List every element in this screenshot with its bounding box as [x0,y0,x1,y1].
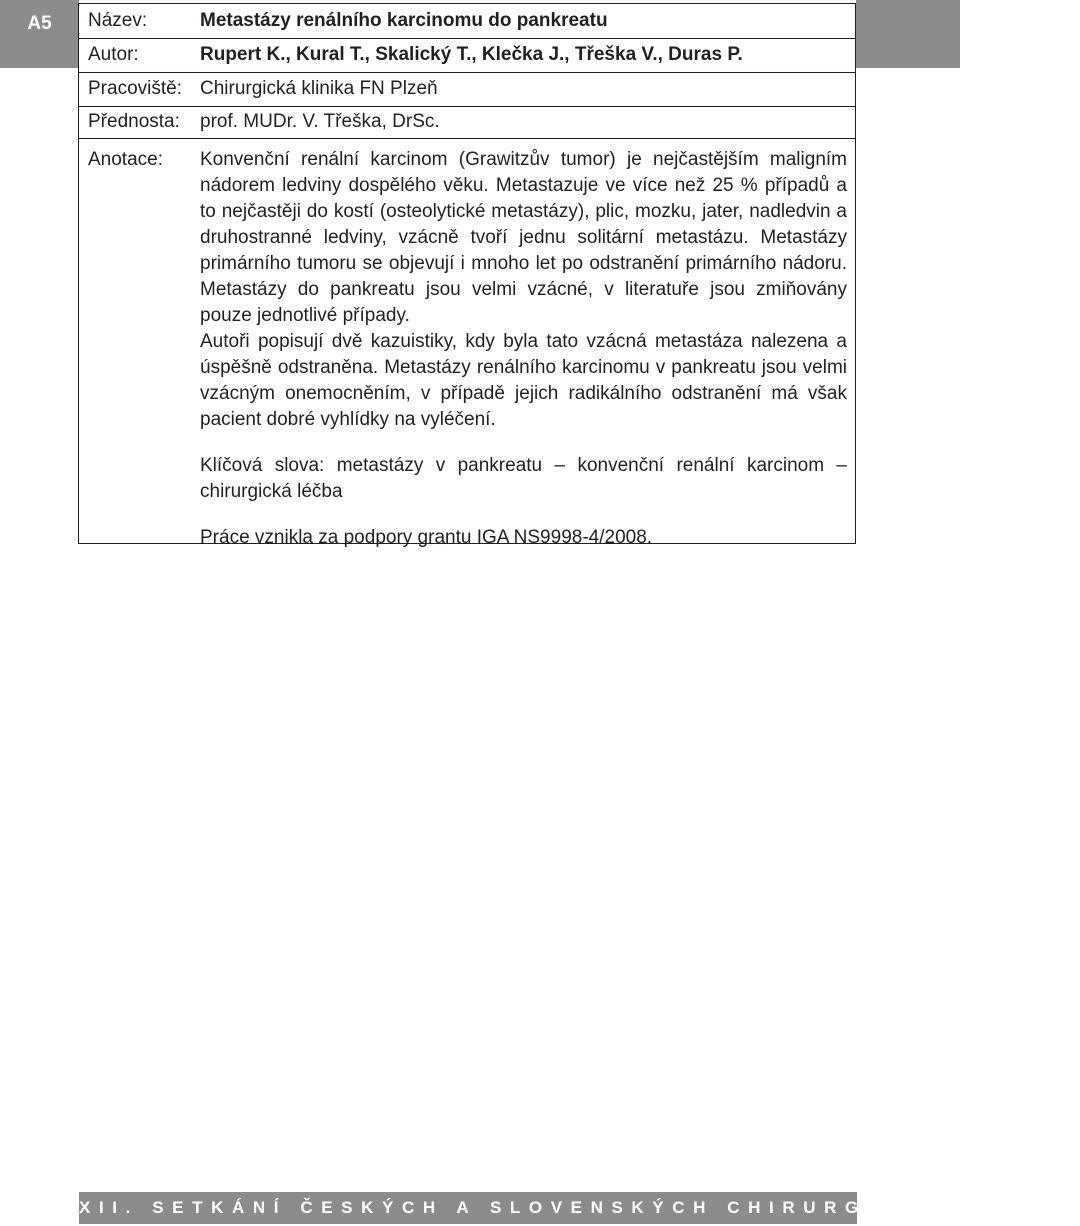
conference-title: XII. SETKÁNÍ ČESKÝCH A SLOVENSKÝCH CHIRURGŮ NA MORAVĚ [79,1198,1080,1217]
title-label: Název: [88,10,148,31]
spacer [200,505,847,525]
authors-row [79,39,855,73]
abstract-paragraph-2: Autoři popisují dvě kazuistiky, kdy byla tato vzácná metastáza nalezena a úspěšně odstraněna. Metastázy renálního karcinomu v pankreatu jsou velmi vzácným onemocněním, v případě jejich radikálního odstranění má však pacient dobré vyhlídky na vyléčení. [200,331,847,430]
head-row [79,107,855,139]
head-label: Přednosta: [88,111,180,132]
title-value: Metastázy renálního karcinomu do pankreatu [200,10,608,31]
workplace-label: Pracoviště: [88,78,182,99]
workplace-row [79,73,855,107]
abstract-label: Anotace: [88,149,163,170]
abstract-paragraph-1: Konvenční renální karcinom (Grawitzův tumor) je nejčastějším maligním nádorem ledviny dospělého věku. Metastazuje ve více než 25 % případů a to nejčastěji do kostí (osteolytické metastázy), plic, mozku, jater, nadledvin a druhostranné ledviny, vzácně tvoří jednu solitární metastázu. Metastázy primárního tumoru se objevují i mnoho let po odstranění primárního nádoru. Metastázy do pankreatu jsou velmi vzácné, v literatuře jsou zmiňovány pouze jednotlivé případy. [200,149,847,326]
top-right-band [856,0,960,68]
grant-note: Práce vznikla za podpory grantu IGA NS9998-4/2008. [200,527,653,548]
spacer [200,433,847,453]
footer-band [79,1192,1080,1224]
authors-value: Rupert K., Kural T., Skalický T., Klečka J., Třeška V., Duras P. [200,44,743,65]
authors-label: Autor: [88,44,139,65]
head-value: prof. MUDr. V. Třeška, DrSc. [200,111,440,132]
page-code: A5 [27,13,52,34]
abstract-record [78,3,856,548]
title-row [79,4,855,39]
keywords: Klíčová slova: metastázy v pankreatu – konvenční renální karcinom – chirurgická léčba [200,455,847,502]
abstract-body [200,147,847,551]
abstract-row [79,139,855,548]
workplace-value: Chirurgická klinika FN Plzeň [200,78,438,99]
